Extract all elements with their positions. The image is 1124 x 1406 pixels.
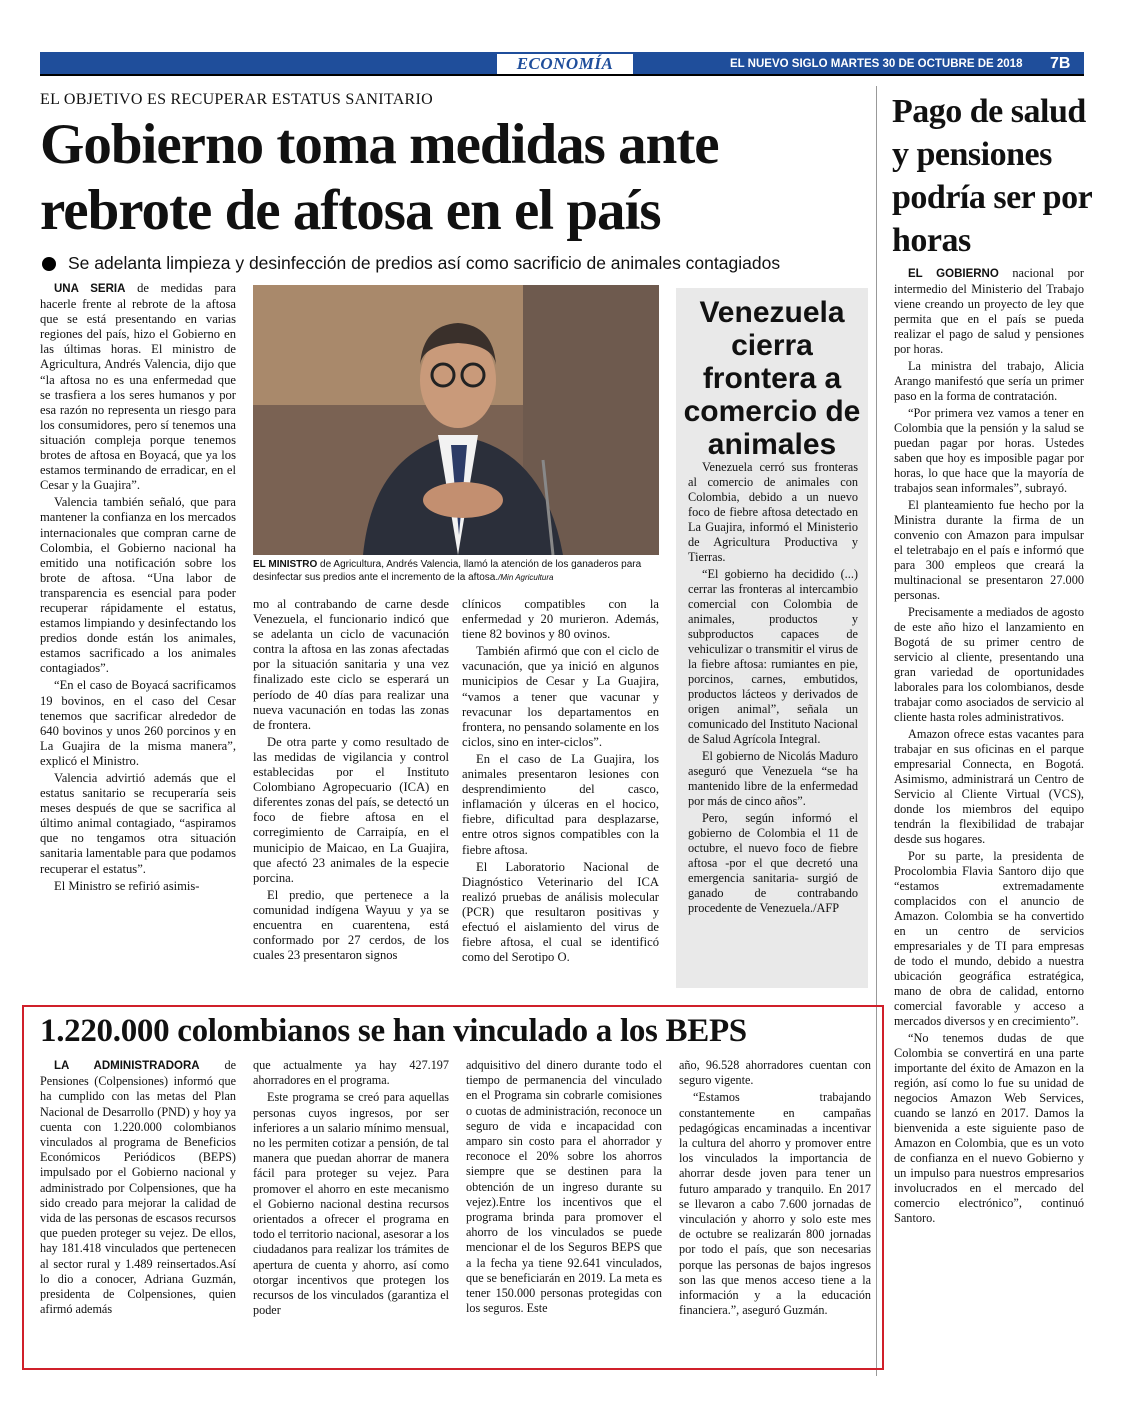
beps-col-1 bbox=[40, 1058, 236, 1363]
lead-in: EL GOBIERNO bbox=[908, 268, 999, 280]
paragraph: El planteamiento fue hecho por la Ministra durante la firma de un convenio con Amazon para impulsar el teletrabajo en el país e informó que para 300 empleos que creará la multinacional se presentaron 27.000 personas. bbox=[894, 498, 1084, 602]
paragraph: adquisitivo del dinero durante todo el tiempo de permanencia del vinculado en el Programa sin cobrarle comisiones o cuotas de administración, reconoce un seguro de vida e incapacidad con amparo sin costo para el ahorrador y reconoce el 20% sobre los ahorros siempre que se destinen para la obtención de un ingreso durante su vejez).Entre los incentivos que el programa brinda para promover el ahorro de los vinculados se puede mencionar el de los Seguros BEPS que a la fecha ya tiene 92.641 vinculados, que se beneficiarán en 2019. La meta es tener 150.000 personas protegidas con los seguros. Este bbox=[466, 1058, 662, 1316]
paragraph: de Pensiones (Colpensiones) informó que ha cumplido con las metas del Plan Nacional de Desarrollo (PND) y hoy ya cuenta con 1.220.000 colombianos vinculados al programa de Beneficios Económicos Periódicos (BEPS) impulsado por el Gobierno nacional y administrado por Colpensiones, que ha sido creado para mejorar la calidad de vida de las personas de escasos recursos que pueden proteger su vejez. De ellos, hay 181.418 vinculados que pertenecen al sector rural y 1.489 reinsertados.Así lo dio a conocer, Adriana Guzmán, presidenta de Colpensiones, quien afirmó además bbox=[40, 1058, 236, 1317]
paragraph: que actualmente ya hay 427.197 ahorradores en el programa. bbox=[253, 1058, 449, 1088]
right-story-title: Pago de salud y pensiones podría ser por horas bbox=[892, 93, 1092, 259]
main-col-3 bbox=[462, 597, 659, 993]
paper-date: EL NUEVO SIGLO MARTES 30 DE OCTUBRE DE 2018 bbox=[730, 58, 1023, 70]
lead-in: LA ADMINISTRADORA bbox=[54, 1060, 200, 1072]
paragraph: clínicos compatibles con la enfermedad y 20 murieron. Además, tiene 82 bovinos y 80 ovinos. bbox=[462, 597, 659, 642]
paragraph: Este programa se creó para aquellas personas cuyos ingresos, por ser inferiores a un salario mínimo mensual, no les permiten cotizar a pensión, de tal manera que puedan ahorrar de manera fácil para proteger su vejez. Para promover el ahorro en este mecanismo el Gobierno nacional destina recursos orientados a ofrecer el programa en todo el territorio nacional, asesorar a los ciudadanos para realizar los trámites de apertura de cuenta y ahorro, así como otorgar incentivos que protegen los recursos de los vinculados (garantiza el poder bbox=[253, 1090, 449, 1318]
paragraph: En el caso de La Guajira, los animales presentaron lesiones con desprendimiento del casco, inflamación y úlceras en el hocico, fiebre, dificultad para desplazarse, entre otros signos compatibles con la fiebre aftosa. bbox=[462, 751, 659, 857]
paragraph: De otra parte y como resultado de las medidas de vigilancia y control establecidas por el Instituto Colombiano Agropecuario (ICA) en diferentes zonas del país, se detectó un foco de fiebre aftosa en el corregimiento de Carraipía, en el municipio de Maicao, en La Guajira, que afectó 23 animales de la especie porcina. bbox=[253, 734, 449, 885]
paragraph: Valencia advirtió además que el estatus sanitario se recuperaría seis meses después de que se sacrifica al último animal contagiado, “aspiramos que no tengamos otra situación sanitaria lamentable para que podamos recuperar el estatus”. bbox=[40, 771, 236, 876]
paragraph: Pero, según informó el gobierno de Colombia el 11 de octubre, el nuevo foco de fiebre aftosa -por el que decretó una emergencia sanitaria- surgió de ganado de contrabando procedente de Venezuela./AFP bbox=[688, 811, 858, 915]
photo-caption bbox=[253, 558, 659, 584]
paragraph: año, 96.528 ahorradores cuentan con seguro vigente. bbox=[679, 1058, 871, 1088]
section-name: ECONOMÍA bbox=[497, 54, 633, 74]
paragraph: mo al contrabando de carne desde Venezuela, el funcionario indicó que se adelanta un ciclo de vacunación contra la aftosa en las zonas afectadas por la situación sanitaria y una vez finalizado este ciclo se esperará un período de 40 días para realizar una nueva vacunación en todas las zonas de frontera. bbox=[253, 597, 449, 732]
main-col-2 bbox=[253, 597, 449, 993]
right-story-body bbox=[894, 266, 1084, 1381]
paragraph: “El gobierno ha decidido (...) cerrar las fronteras al intercambio comercial con Colombia de animales, productos y subproductos capaces de vehiculizar o transmitir el virus de la fiebre aftosa: rumiantes en pie, porcinos, carnes, embutidos, productos lácteos y derivados de origen animal”, señala un comunicado del Instituto Nacional de Salud Agrícola Integral. bbox=[688, 567, 858, 746]
paragraph: nacional por intermedio del Ministerio del Trabajo viene creando un proyecto de ley que permita que en el país se pueda realizar el pago de salud y pensiones por horas. bbox=[894, 266, 1084, 356]
paragraph: El Laboratorio Nacional de Diagnóstico Veterinario del ICA realizó pruebas de análisis molecular (PCR) que resultaron positivas y efectuó el aislamiento del virus de fiebre aftosa, el cual se identificó como del Serotipo O. bbox=[462, 859, 659, 965]
paragraph: “Estamos trabajando constantemente en campañas pedagógicas encaminadas a incentivar la cultura del ahorro y promover entre los vinculados la importancia de ahorrar desde joven para tener un futuro amparado y tranquilo. En 2017 se llevaron a cabo 7.600 jornadas de vinculación y ahorro y solo este mes de octubre se realizarán 800 jornadas por todo el país, que son necesarias porque las personas de bajos ingresos son las que menos acceso tiene a la información y a la educación financiera.”, aseguró Guzmán. bbox=[679, 1090, 871, 1318]
kicker: EL OBJETIVO ES RECUPERAR ESTATUS SANITARIO bbox=[40, 91, 434, 108]
bullet-icon bbox=[42, 257, 56, 271]
headline-line-1: Gobierno toma medidas ante bbox=[40, 113, 719, 176]
paragraph: Precisamente a mediados de agosto de este año hizo el lanzamiento en Bogotá de su primer centro de servicio al cliente, presentando una gran variedad de oportunidades laborales para los colombianos, desde trabajar como asociados de servicio al cliente hasta roles administrativos. bbox=[894, 605, 1084, 724]
paragraph: La ministra del trabajo, Alicia Arango manifestó que sería un primer paso en la forma de contratación. bbox=[894, 359, 1084, 403]
beps-col-2 bbox=[253, 1058, 449, 1363]
beps-title: 1.220.000 colombianos se han vinculado a los BEPS bbox=[40, 1013, 747, 1049]
beps-col-4 bbox=[679, 1058, 871, 1363]
sidebar-body bbox=[688, 460, 858, 980]
paragraph: Venezuela cerró sus fronteras al comercio de animales con Colombia, debido a un nuevo foco de fiebre aftosa detectado en La Guajira, informó el Ministerio de Agricultura Productiva y Tierras. bbox=[688, 460, 858, 564]
lead-in: UNA SERIA bbox=[54, 283, 126, 295]
paragraph: El gobierno de Nicolás Maduro aseguró que Venezuela “se ha mantenido libre de la enfermedad por más de cinco años”. bbox=[688, 749, 858, 808]
minister-photo bbox=[253, 285, 659, 555]
paragraph: Amazon ofrece estas vacantes para trabajar en sus oficinas en el parque empresarial Connecta, en Bogotá. Asimismo, administrará un Centro de Servicio al Cliente Virtual (VCS), donde los miembros del equipo tendrán la flexibilidad de trabajar desde sus hogares. bbox=[894, 727, 1084, 846]
headline-line-2: rebrote de aftosa en el país bbox=[40, 179, 661, 242]
paragraph: El predio, que pertenece a la comunidad indígena Wayuu y ya se encuentra en cuarentena, está conformado por 27 cerdos, de los cuales 23 presentaron signos bbox=[253, 887, 449, 963]
paragraph: de medidas para hacerle frente al rebrote de la aftosa que se está presentando en varias regiones del país, hizo el Gobierno en las últimas horas. El ministro de Agricultura, Andrés Valencia, dijo que “la aftosa no es una enfermedad que se trasfiera a los seres humanos y por esa razón no representa un riesgo para los consumidores, pero sí tenemos una situación compleja porque tenemos brotes de aftosa en Boyacá, que ya los estamos terminando de erradicar, en el Cesar y la Guajira”. bbox=[40, 281, 236, 493]
paragraph: “No tenemos dudas de que Colombia se convertirá en una parte importante del éxito de Amazon en la región, así como lo fue su unidad de negocios Amazon Web Services, cuando se lanzó en 2017. Damos la bienvenida a este siguiente paso de Amazon en Colombia, que es un voto de confianza en el nuevo Gobierno y un impulso para nuestros empresarios involucrados en el mercado del comercio electrónico”, continuó Santoro. bbox=[894, 1031, 1084, 1225]
paragraph: También afirmó que con el ciclo de vacunación, que ya inició en algunos municipios de Cesar y La Guajira, “vamos a tener que vacunar y revacunar los departamentos en frontera, no pensando solamente en los ciclos, sino en inter-ciclos”. bbox=[462, 644, 659, 749]
main-headline bbox=[40, 112, 860, 244]
page-number: 7B bbox=[1050, 55, 1071, 72]
beps-col-3 bbox=[466, 1058, 662, 1363]
subhead: Se adelanta limpieza y desinfección de predios así como sacrificio de animales contagiados bbox=[68, 253, 781, 273]
caption-text: de Agricultura, Andrés Valencia, llamó la atención de los ganaderos para desinfectar sus predios ante el incremento de la aftosa. bbox=[253, 559, 642, 583]
main-col-1 bbox=[40, 281, 236, 993]
caption-credit: /Min Agricultura bbox=[498, 573, 554, 582]
paragraph: Por su parte, la presidenta de Procolombia Flavia Santoro dijo que “estamos extremadamente complacidos con el anuncio de Amazon. Colombia se ha convertido en un centro de servicios empresariales y de TI para empresas de todo el mundo, debido a nuestra ubicación geográfica estratégica, mano de obra de calidad, entorno comercial favorable y acceso a mercados diversos y en crecimiento”. bbox=[894, 849, 1084, 1028]
paragraph: “En el caso de Boyacá sacrificamos 19 bovinos, en el caso del Cesar tenemos que sacrificar alrededor de 640 bovinos y unos 260 porcinos y en La Guajira de la misma manera”, explicó el Ministro. bbox=[40, 678, 236, 768]
paragraph: “Por primera vez vamos a tener en Colombia que la pensión y la salud se puedan pagar por horas. Ustedes saben que hoy es imposible pagar por horas, lo que hace que la mayoría de trabajos sean informales”, subrayó. bbox=[894, 406, 1084, 495]
sidebar-title: Venezuela cierra frontera a comercio de animales bbox=[683, 296, 861, 461]
paragraph: El Ministro se refirió asimis- bbox=[54, 878, 200, 893]
paragraph: Valencia también señaló, que para mantener la confianza en los mercados internacionales que compran carne de Colombia, el Gobierno nacional ha emitido una notificación sobre los brote de aftosa. “Una labor de transparencia es esencial para poder recuperar rápidamente el estatus, estamos limpiando y desinfectando los predios donde están los animales, estamos sacrificado a los animales contagiados”. bbox=[40, 495, 236, 676]
caption-lead: EL MINISTRO bbox=[253, 559, 318, 570]
